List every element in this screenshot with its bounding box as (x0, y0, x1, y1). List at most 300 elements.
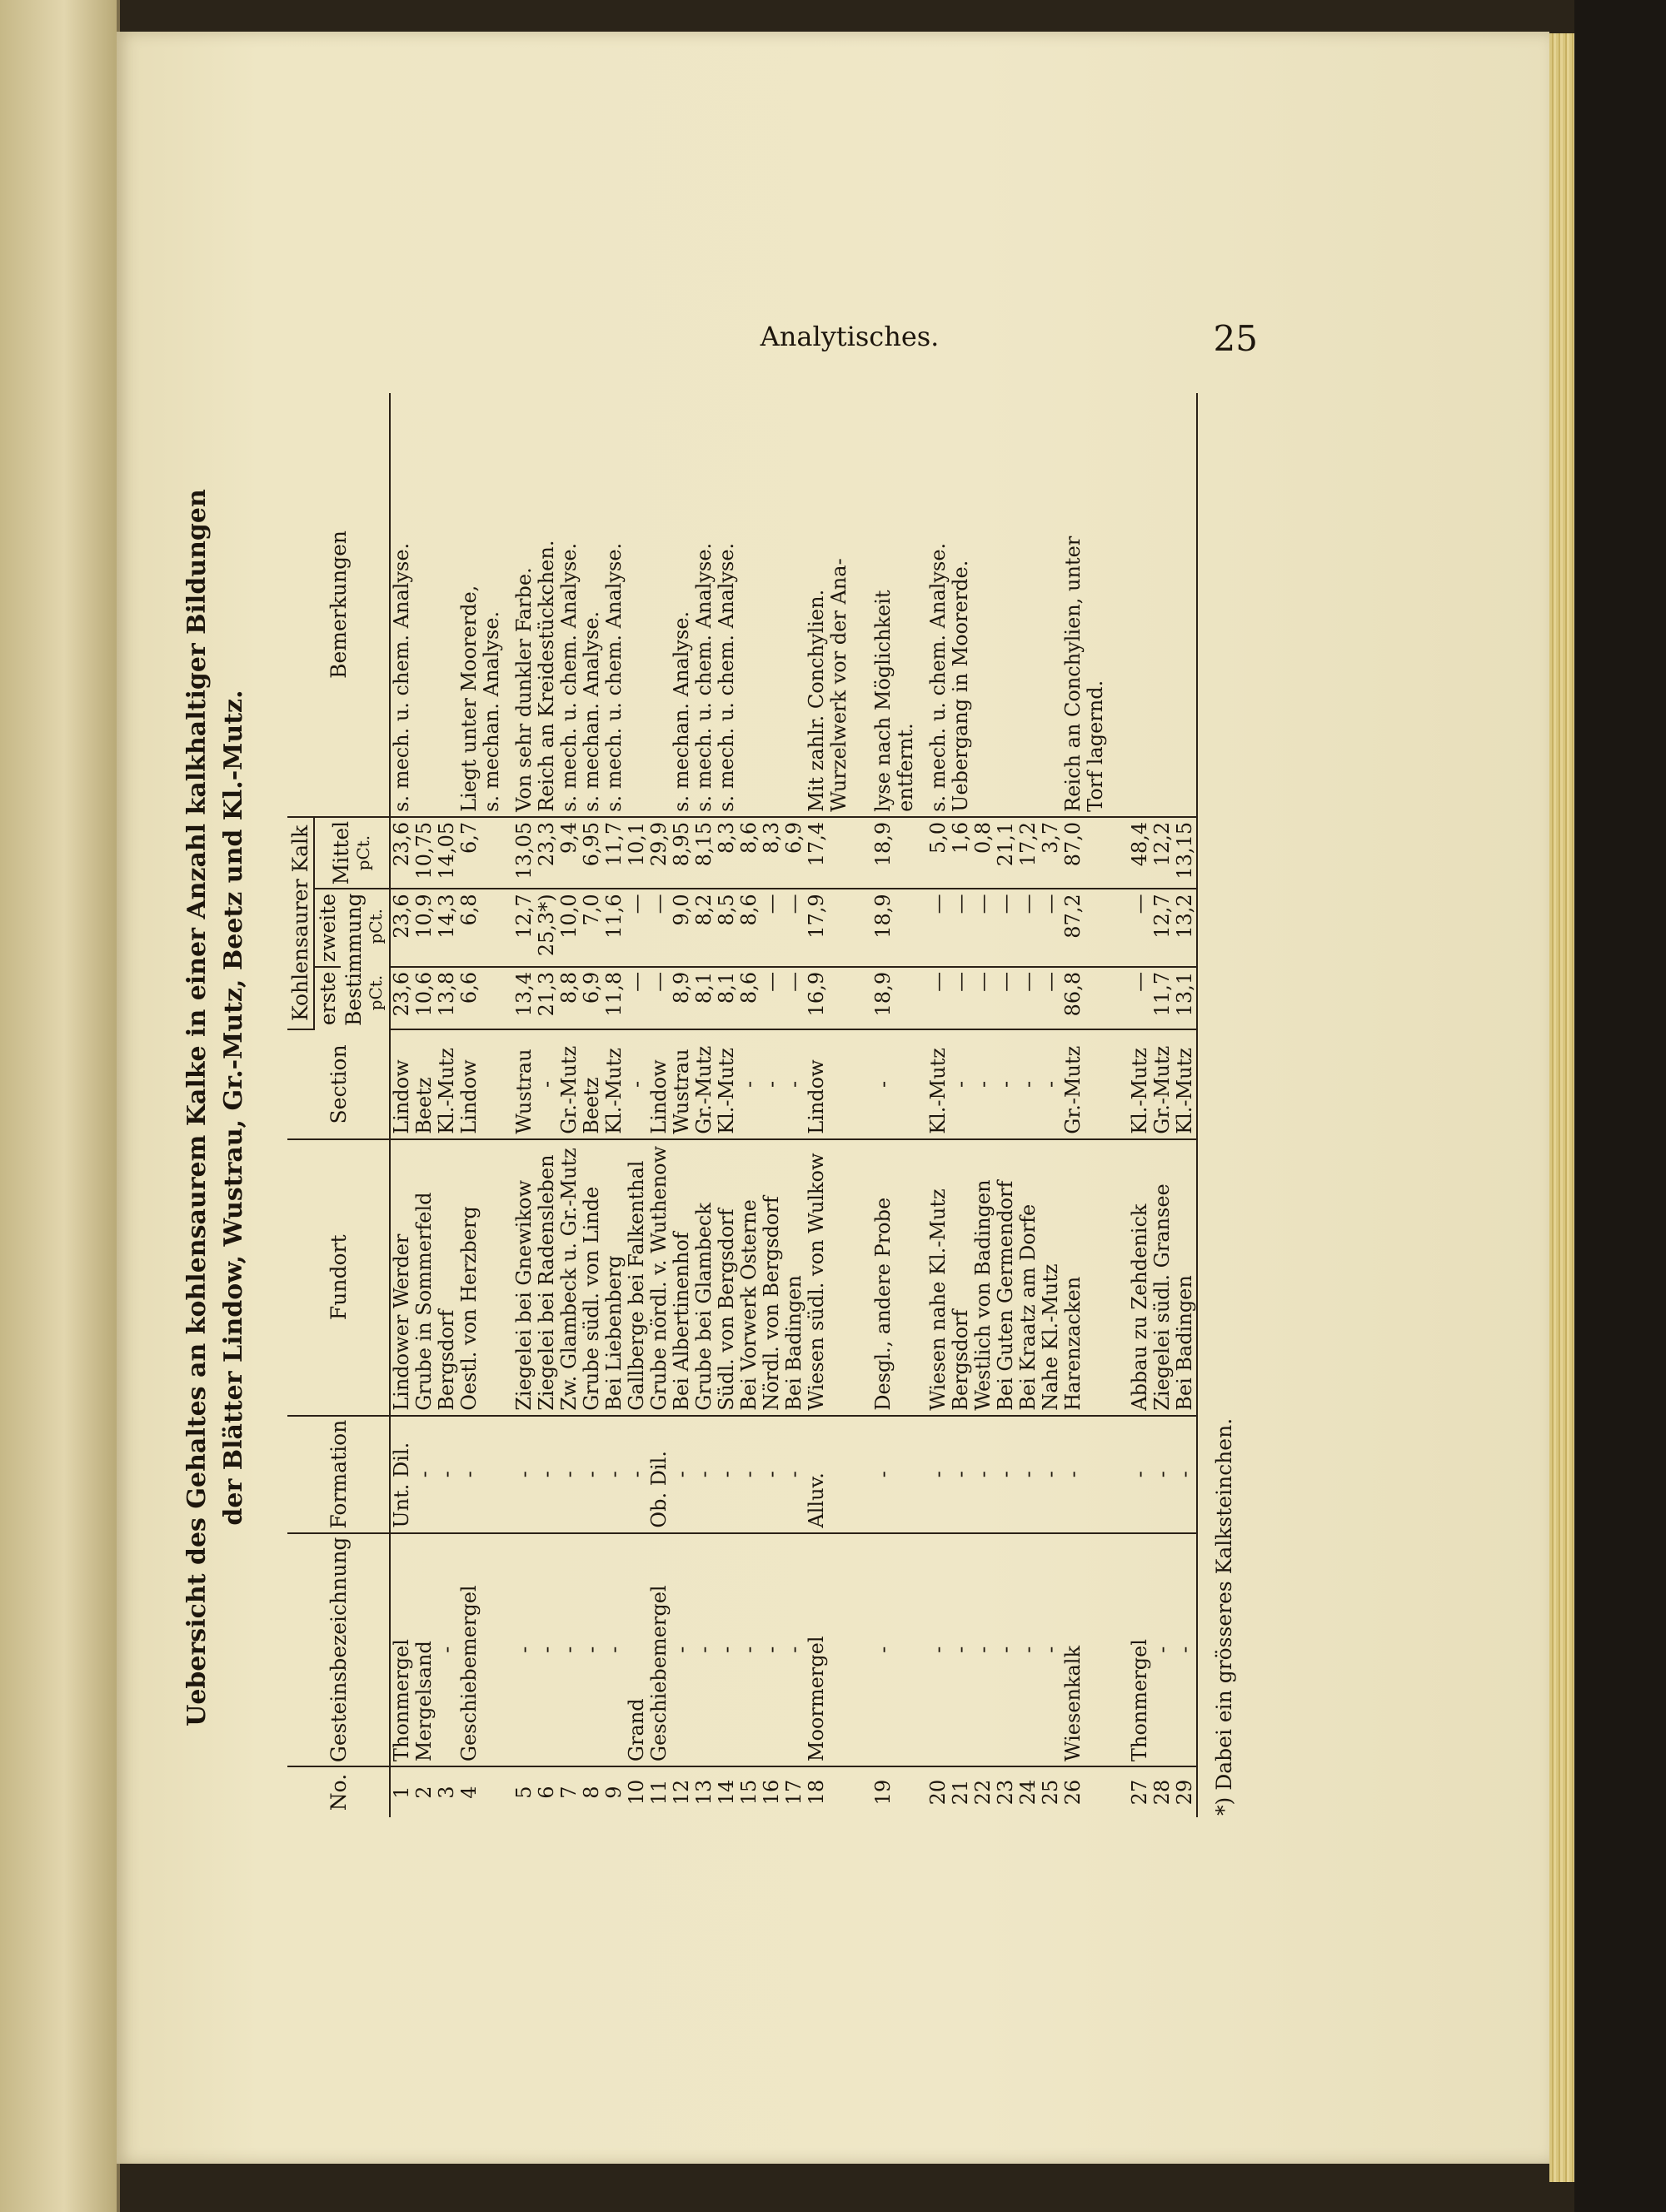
cell-section: Kl.-Mutz (436, 1029, 458, 1139)
cell-formation: - (536, 1416, 558, 1533)
cell-mittel: 6,95 (581, 817, 603, 889)
table-row (806, 393, 828, 1817)
cell-mittel: 13,15 (1174, 817, 1197, 889)
cell-section: - (1017, 1029, 1040, 1139)
cell-no: 29 (1174, 1766, 1197, 1817)
cell-formation: - (1062, 1416, 1085, 1533)
cell-erste: 21,3 (536, 967, 558, 1029)
cell-fundort: Westlich von Badingen (972, 1139, 995, 1416)
cell-no: 7 (557, 1786, 581, 1799)
cell-mittel: 29,9 (648, 817, 671, 889)
table-row (413, 393, 436, 1817)
header-erste (314, 967, 341, 1029)
cell-section: - (536, 1029, 558, 1139)
cell-no: 24 (1016, 1779, 1040, 1806)
cell-zweite: — (783, 889, 806, 967)
cell-zweite: 8,2 (693, 889, 716, 967)
row-spacer (1107, 393, 1129, 1817)
cell-bem: s. mechan. Analyse. (671, 393, 693, 817)
cell-zweite: 10,0 (558, 889, 581, 967)
cell-no: 11 (647, 1779, 671, 1806)
header-kalk: Kohlensaurer Kalk (287, 817, 314, 1029)
table-row (648, 393, 671, 1817)
cell-section: Lindow (458, 1029, 481, 1139)
cell-zweite: 10,9 (413, 889, 436, 967)
cell-zweite (895, 889, 917, 967)
cell-bem: Wurzelwerk vor der Ana- (828, 393, 850, 817)
cell-formation: - (581, 1416, 603, 1533)
cell-formation: - (458, 1416, 481, 1533)
spacer-cell (1107, 967, 1129, 1029)
cell-no: 18 (805, 1779, 828, 1806)
table-row (872, 393, 895, 1817)
spacer-cell (850, 1766, 872, 1817)
spacer-cell (1107, 1139, 1129, 1416)
cell-formation: - (513, 1416, 536, 1533)
cell-zweite: — (927, 889, 950, 967)
table-title-line-2: der Blätter Lindow, Wustrau, Gr.-Mutz, Beetz und Kl.-Mutz. (219, 690, 248, 1526)
cell-no: 8 (580, 1786, 603, 1799)
cell-mittel (1085, 817, 1107, 889)
cell-no: 15 (737, 1779, 761, 1806)
cell-bem: Reich an Kreidestückchen. (536, 393, 558, 817)
cell-mittel: 13,05 (513, 817, 536, 889)
cell-zweite: 8,6 (738, 889, 761, 967)
cell-mittel: 5,0 (927, 817, 950, 889)
cell-zweite: 9,0 (671, 889, 693, 967)
lime-content-table (287, 393, 1198, 1817)
header-fundort: Fundort (287, 1139, 390, 1416)
header-section: Section (287, 1029, 390, 1139)
cell-section (895, 1029, 917, 1139)
cell-section: Lindow (806, 1029, 828, 1139)
table-title-line-1: Uebersicht des Gehaltes an kohlensaurem Kalke in einer Anzahl kalkhaltiger Bildungen (182, 489, 212, 1726)
cell-fundort: Südl. von Bergsdorf (716, 1139, 738, 1416)
cell-bem: Reich an Conchylien, unter (1062, 393, 1085, 817)
cell-erste: — (972, 967, 995, 1029)
table-row (436, 393, 458, 1817)
cell-bem: entfernt. (895, 393, 917, 817)
cell-gestein: - (536, 1533, 558, 1767)
cell-mittel (481, 817, 503, 889)
cell-mittel: 14,05 (436, 817, 458, 889)
cell-erste: 13,8 (436, 967, 458, 1029)
cell-formation: Ob. Dil. (648, 1416, 671, 1533)
cell-fundort: Bei Badingen (783, 1139, 806, 1416)
cell-bem: s. mech. u. chem. Analyse. (693, 393, 716, 817)
cell-erste: 8,1 (716, 967, 738, 1029)
cell-zweite: 18,9 (872, 889, 895, 967)
cell-no: 16 (760, 1779, 783, 1806)
cell-no: 20 (926, 1779, 950, 1806)
cell-bem: s. mech. u. chem. Analyse. (390, 393, 413, 817)
cell-section: - (872, 1029, 895, 1139)
cell-mittel: 0,8 (972, 817, 995, 889)
table-row (558, 393, 581, 1817)
cell-gestein: - (513, 1533, 536, 1767)
rotated-table-block (179, 391, 1279, 1824)
cell-section (828, 1029, 850, 1139)
cell-mittel: 8,15 (693, 817, 716, 889)
cell-erste: 8,6 (738, 967, 761, 1029)
cell-formation: - (671, 1416, 693, 1533)
header-no: No. (287, 1766, 390, 1817)
cell-section: - (761, 1029, 783, 1139)
cell-mittel: 8,95 (671, 817, 693, 889)
cell-formation: Alluv. (806, 1416, 828, 1533)
spacer-cell (850, 889, 872, 967)
cell-bem: s. mech. u. chem. Analyse. (603, 393, 626, 817)
cell-zweite: — (1129, 889, 1151, 967)
table-row (513, 393, 536, 1817)
cell-mittel: 17,2 (1017, 817, 1040, 889)
header-erste-label: erste (316, 971, 340, 1026)
cell-section: Lindow (390, 1029, 413, 1139)
cell-gestein: Moormergel (806, 1533, 828, 1767)
cell-fundort: Ziegelei bei Gnewikow (513, 1139, 536, 1416)
cell-bem (738, 393, 761, 817)
cell-gestein: Thonmergel (390, 1533, 413, 1767)
spacer-cell (850, 1416, 872, 1533)
spacer-cell (1107, 1416, 1129, 1533)
cell-no (828, 1766, 850, 1817)
cell-zweite (481, 889, 503, 967)
cell-gestein: - (671, 1533, 693, 1767)
cell-bem (1151, 393, 1174, 817)
cell-bem: Mit zahlr. Conchylien. (806, 393, 828, 817)
cell-section: Kl.-Mutz (603, 1029, 626, 1139)
cell-formation: - (950, 1416, 972, 1533)
cell-bem: lyse nach Möglichkeit (872, 393, 895, 817)
cell-bem (1174, 393, 1197, 817)
cell-erste: 13,1 (1174, 967, 1197, 1029)
header-bestimmung-label: Bestimmung (342, 893, 366, 1026)
cell-gestein: - (1040, 1533, 1062, 1767)
table-row (1085, 393, 1107, 1817)
header-gestein: Gesteinsbezeichnung (287, 1533, 390, 1767)
cell-erste: — (995, 967, 1017, 1029)
cell-section: Wustrau (513, 1029, 536, 1139)
cell-erste: 23,6 (390, 967, 413, 1029)
cell-gestein: - (603, 1533, 626, 1767)
cell-bem: s. mech. u. chem. Analyse. (927, 393, 950, 817)
cell-formation: Unt. Dil. (390, 1416, 413, 1533)
spacer-cell (850, 1533, 872, 1767)
cell-fundort (481, 1139, 503, 1416)
facing-page-edge (0, 0, 120, 2212)
table-row (927, 393, 950, 1817)
page-number: 25 (1213, 318, 1258, 359)
cell-fundort: Lindower Werder (390, 1139, 413, 1416)
cell-gestein: Thonmergel (1129, 1533, 1151, 1767)
cell-erste: 8,9 (671, 967, 693, 1029)
cell-no: 4 (457, 1786, 481, 1799)
header-bestimmung (341, 889, 390, 1029)
cell-zweite: 17,9 (806, 889, 828, 967)
cell-formation: - (626, 1416, 648, 1533)
cell-bem (436, 393, 458, 817)
cell-erste: 6,9 (581, 967, 603, 1029)
cell-formation: - (1151, 1416, 1174, 1533)
cell-mittel: 18,9 (872, 817, 895, 889)
table-row (390, 393, 413, 1817)
table-row (671, 393, 693, 1817)
cell-mittel: 3,7 (1040, 817, 1062, 889)
cell-erste (828, 967, 850, 1029)
cell-erste: — (761, 967, 783, 1029)
cell-zweite: — (1017, 889, 1040, 967)
cell-bem (1129, 393, 1151, 817)
cell-no: 3 (435, 1786, 458, 1799)
cell-formation: - (1040, 1416, 1062, 1533)
cell-section (481, 1029, 503, 1139)
cell-mittel: 17,4 (806, 817, 828, 889)
table-row (738, 393, 761, 1817)
cell-no: 1 (390, 1786, 413, 1799)
cell-fundort: Grube südl. von Linde (581, 1139, 603, 1416)
table-row (950, 393, 972, 1817)
table-row (626, 393, 648, 1817)
table-row (536, 393, 558, 1817)
cell-mittel: 8,6 (738, 817, 761, 889)
cell-fundort (1085, 1139, 1107, 1416)
cell-fundort (828, 1139, 850, 1416)
cell-bem: Uebergang in Moorerde. (950, 393, 972, 817)
cell-section: Lindow (648, 1029, 671, 1139)
cell-erste (895, 967, 917, 1029)
table-row (458, 393, 481, 1817)
cell-formation: - (761, 1416, 783, 1533)
cell-mittel: 10,1 (626, 817, 648, 889)
table-body (390, 393, 1197, 1817)
cell-gestein: - (1017, 1533, 1040, 1767)
cell-gestein: - (1151, 1533, 1174, 1767)
cell-no: 9 (602, 1786, 626, 1799)
table-row (995, 393, 1017, 1817)
cell-formation: - (738, 1416, 761, 1533)
cell-no: 5 (512, 1786, 536, 1799)
cell-zweite: 12,7 (1151, 889, 1174, 967)
cell-erste: — (1040, 967, 1062, 1029)
cell-mittel (895, 817, 917, 889)
cell-no: 23 (994, 1779, 1017, 1806)
cell-formation: - (783, 1416, 806, 1533)
spacer-cell (850, 967, 872, 1029)
running-head: Analytisches. (760, 321, 940, 352)
cell-zweite: — (761, 889, 783, 967)
cell-gestein: - (995, 1533, 1017, 1767)
cell-section: Kl.-Mutz (1174, 1029, 1197, 1139)
cell-mittel: 10,75 (413, 817, 436, 889)
cell-gestein: - (581, 1533, 603, 1767)
cell-bem (1040, 393, 1062, 817)
table-row (895, 393, 917, 1817)
cell-zweite: 87,2 (1062, 889, 1085, 967)
cell-formation (481, 1416, 503, 1533)
cell-formation: - (995, 1416, 1017, 1533)
header-zweite-label: zweite (316, 894, 340, 963)
cell-section: Gr.-Mutz (558, 1029, 581, 1139)
cell-gestein: Wiesenkalk (1062, 1533, 1085, 1767)
cell-no (481, 1766, 503, 1817)
cell-gestein: - (761, 1533, 783, 1767)
cell-no: 2 (412, 1786, 436, 1799)
cell-zweite: — (950, 889, 972, 967)
header-bemerkungen: Bemerkungen (287, 393, 390, 817)
cell-section: - (1040, 1029, 1062, 1139)
cell-section: Beetz (413, 1029, 436, 1139)
table-title (179, 391, 259, 1824)
cell-section: Beetz (581, 1029, 603, 1139)
cell-formation: - (716, 1416, 738, 1533)
cell-formation: - (693, 1416, 716, 1533)
cell-gestein (1085, 1533, 1107, 1767)
table-row (603, 393, 626, 1817)
cell-zweite: — (972, 889, 995, 967)
cell-formation: - (927, 1416, 950, 1533)
cell-section: Wustrau (671, 1029, 693, 1139)
cell-section (1085, 1029, 1107, 1139)
cell-fundort: Bei Vorwerk Osterne (738, 1139, 761, 1416)
cell-gestein: - (950, 1533, 972, 1767)
cell-fundort: Bei Liebenberg (603, 1139, 626, 1416)
cell-section: - (995, 1029, 1017, 1139)
header-zweite (314, 889, 341, 967)
cell-zweite (1085, 889, 1107, 967)
cell-section: - (738, 1029, 761, 1139)
cell-gestein: - (693, 1533, 716, 1767)
page-stack-edge (1549, 33, 1574, 2182)
spacer-cell (1107, 393, 1129, 817)
cell-mittel: 23,3 (536, 817, 558, 889)
cell-gestein (481, 1533, 503, 1767)
cell-bem (1017, 393, 1040, 817)
cell-erste: 11,7 (1151, 967, 1174, 1029)
cell-fundort: Wiesen nahe Kl.-Mutz (927, 1139, 950, 1416)
cell-bem (972, 393, 995, 817)
cell-fundort: Nahe Kl.-Mutz (1040, 1139, 1062, 1416)
cell-no: 14 (715, 1779, 738, 1806)
cell-erste: — (1129, 967, 1151, 1029)
table-row (1129, 393, 1151, 1817)
cell-no: 28 (1150, 1779, 1174, 1806)
cell-erste: 6,6 (458, 967, 481, 1029)
cell-bem: s. mech. u. chem. Analyse. (716, 393, 738, 817)
table-row (972, 393, 995, 1817)
cell-formation: - (413, 1416, 436, 1533)
cell-gestein: - (716, 1533, 738, 1767)
cell-erste: 8,8 (558, 967, 581, 1029)
table-row (828, 393, 850, 1817)
cell-erste: — (1017, 967, 1040, 1029)
spacer-cell (1107, 1029, 1129, 1139)
cell-erste (481, 967, 503, 1029)
cell-fundort: Bergsdorf (436, 1139, 458, 1416)
header-mittel-unit: pCt. (352, 834, 373, 871)
table-row (783, 393, 806, 1817)
cell-formation: - (872, 1416, 895, 1533)
cell-zweite: — (626, 889, 648, 967)
cell-mittel: 8,3 (716, 817, 738, 889)
cell-gestein: Geschiebemergel (458, 1533, 481, 1767)
cell-bem: s. mechan. Analyse. (481, 393, 503, 817)
cell-no: 27 (1128, 1779, 1151, 1806)
table-row (1174, 393, 1197, 1817)
header-mittel-label: Mittel (328, 820, 353, 885)
cell-mittel: 23,6 (390, 817, 413, 889)
cell-bem: Von sehr dunkler Farbe. (513, 393, 536, 817)
cell-gestein: - (1174, 1533, 1197, 1767)
cell-zweite: 13,2 (1174, 889, 1197, 967)
cell-erste: 18,9 (872, 967, 895, 1029)
table-row (693, 393, 716, 1817)
cell-bem: Liegt unter Moorerde, (458, 393, 481, 817)
cell-bem (626, 393, 648, 817)
header-erste-unit: pCt. (366, 974, 386, 1011)
cell-no: 19 (871, 1779, 895, 1806)
cell-bem: s. mech. u. chem. Analyse. (558, 393, 581, 817)
cell-formation (828, 1416, 850, 1533)
cell-formation (1085, 1416, 1107, 1533)
cell-erste: 86,8 (1062, 967, 1085, 1029)
cell-section: Gr.-Mutz (693, 1029, 716, 1139)
cell-mittel: 1,6 (950, 817, 972, 889)
cell-section: Gr.-Mutz (1062, 1029, 1085, 1139)
cell-gestein (895, 1533, 917, 1767)
cell-no: 10 (625, 1779, 648, 1806)
cell-fundort (895, 1139, 917, 1416)
header-formation: Formation (287, 1416, 390, 1533)
cell-bem (648, 393, 671, 817)
cell-fundort: Gallberge bei Falkenthal (626, 1139, 648, 1416)
spacer-cell (1107, 817, 1129, 889)
cell-fundort: Ziegelei bei Radensleben (536, 1139, 558, 1416)
cell-formation: - (603, 1416, 626, 1533)
spacer-cell (850, 1029, 872, 1139)
cell-zweite: — (648, 889, 671, 967)
cell-fundort: Wiesen südl. von Wulkow (806, 1139, 828, 1416)
cell-bem (761, 393, 783, 817)
cell-zweite: — (995, 889, 1017, 967)
spacer-cell (850, 393, 872, 817)
table-row (481, 393, 503, 1817)
cell-section: Kl.-Mutz (716, 1029, 738, 1139)
cell-no: 13 (692, 1779, 716, 1806)
cell-erste: — (950, 967, 972, 1029)
table-row (1062, 393, 1085, 1817)
cell-zweite: 25,3*) (536, 889, 558, 967)
table-row (1040, 393, 1062, 1817)
cell-gestein: - (872, 1533, 895, 1767)
cell-fundort: Harenzacken (1062, 1139, 1085, 1416)
cell-erste: 13,4 (513, 967, 536, 1029)
cell-gestein: - (927, 1533, 950, 1767)
table-row (1017, 393, 1040, 1817)
cell-gestein: - (558, 1533, 581, 1767)
header-zweite-unit: pCt. (366, 909, 386, 944)
cell-gestein: - (972, 1533, 995, 1767)
cell-formation: - (1174, 1416, 1197, 1533)
cell-formation: - (436, 1416, 458, 1533)
cell-zweite: 12,7 (513, 889, 536, 967)
cell-fundort: Bei Albertinenhof (671, 1139, 693, 1416)
cell-mittel: 87,0 (1062, 817, 1085, 889)
cell-mittel: 9,4 (558, 817, 581, 889)
cell-no (895, 1766, 917, 1817)
cell-mittel: 6,7 (458, 817, 481, 889)
cell-zweite: 14,3 (436, 889, 458, 967)
cell-section: - (950, 1029, 972, 1139)
